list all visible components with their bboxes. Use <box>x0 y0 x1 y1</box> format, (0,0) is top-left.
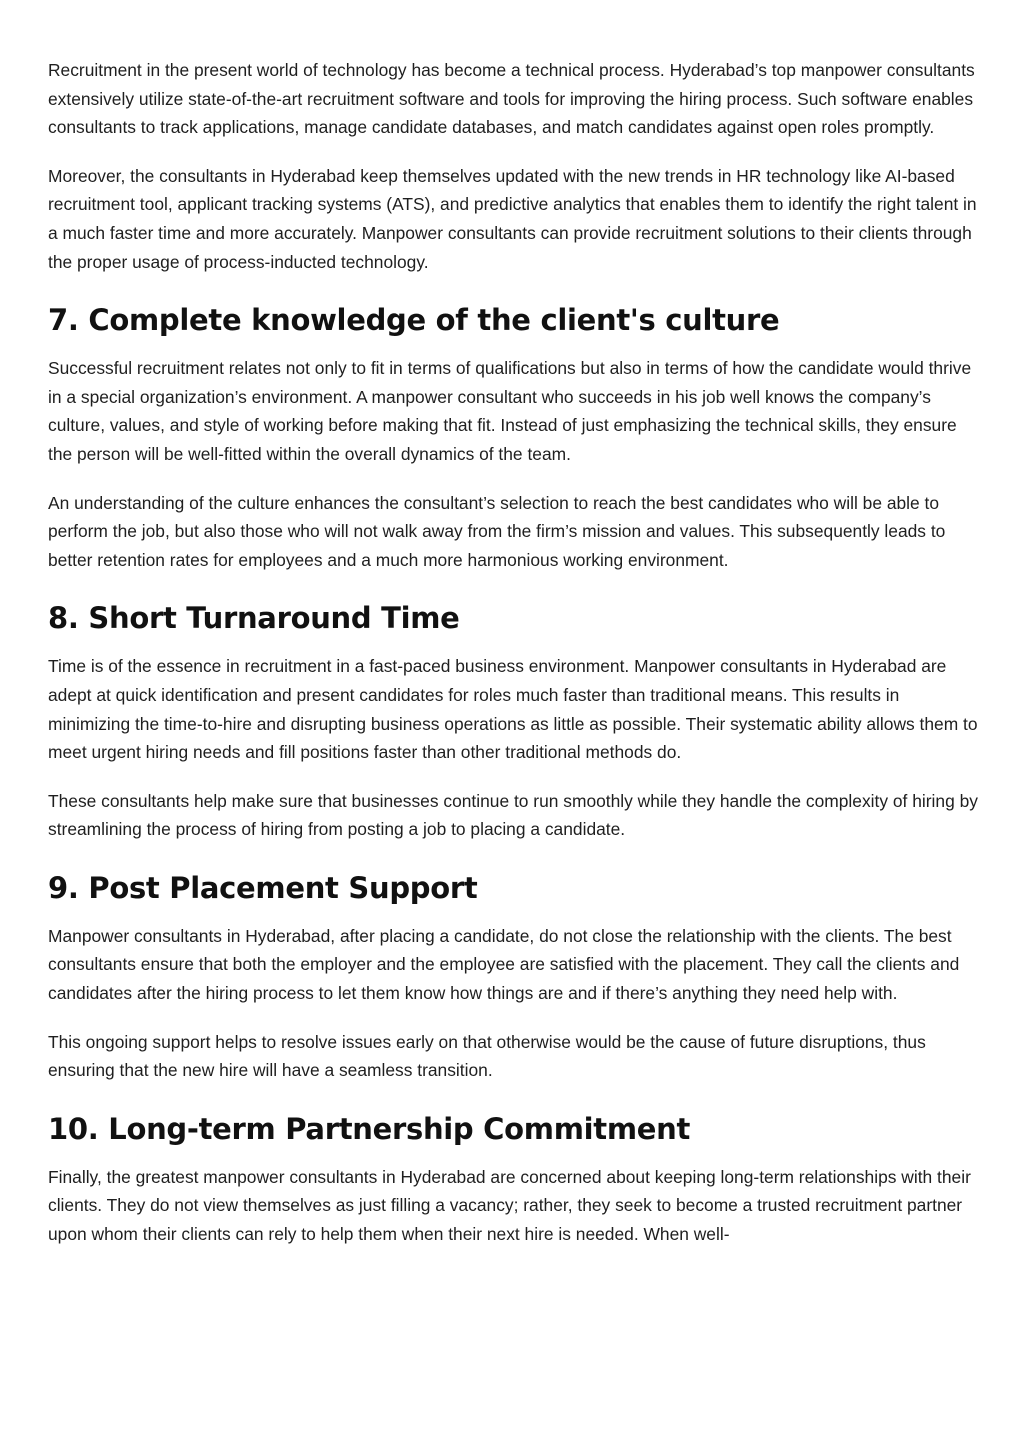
paragraph-post-placement-2: This ongoing support helps to resolve issues early on that otherwise would be the cause of future disruptions, thus ensuring that the new hire will have a seamless transition. <box>48 1031 926 1081</box>
paragraph-technology-2: Moreover, the consultants in Hyderabad keep themselves updated with the new trends in HR technology like AI-based recruitment tool, applicant tracking systems (ATS), and predictive analytics that enables them to identify the right talent in a much faster time and more accurately. Manpower consultants can provide recruitment solutions to their clients through the proper usage of process-inducted technology. <box>48 165 977 272</box>
paragraph-turnaround-2: These consultants help make sure that businesses continue to run smoothly while they handle the complexity of hiring by streamlining the process of hiring from posting a job to placing a candidate. <box>48 790 978 840</box>
heading-post-placement: 9. Post Placement Support <box>48 870 478 905</box>
heading-long-term-partnership: 10. Long-term Partnership Commitment <box>48 1111 691 1146</box>
paragraph-turnaround-1: Time is of the essence in recruitment in a fast-paced business environment. Manpower consultants in Hyderabad are adept at quick identification and present candidates for roles much faster than traditional means. This results in minimizing the time-to-hire and disrupting business operations as little as possible. Their systematic ability allows them to meet urgent hiring needs and fill positions faster than other traditional methods do. <box>48 656 978 763</box>
paragraph-culture-1: Successful recruitment relates not only to fit in terms of qualifications but also in terms of how the candidate would thrive in a special organization’s environment. A manpower consultant who succeeds in his job well knows the company’s culture, values, and style of working before making that fit. Instead of just emphasizing the technical skills, they ensure the person will be well-fitted within the overall dynamics of the team. <box>48 358 972 464</box>
paragraph-post-placement-1: Manpower consultants in Hyderabad, after placing a candidate, do not close the relationship with the clients. The best consultants ensure that both the employer and the employee are satisfied with the placement. They call the clients and candidates after the hiring process to let them know how things are and if there’s anything they need help with. <box>48 925 960 1004</box>
paragraph-culture-2: An understanding of the culture enhances the consultant’s selection to reach the best candidates who will be able to perform the job, but also those who will not walk away from the firm’s mission and values. This subsequently leads to better retention rates for employees and a much more harmonious working environment. <box>48 492 946 570</box>
paragraph-partnership-1: Finally, the greatest manpower consultants in Hyderabad are concerned about keeping long-term relationships with their clients. They do not view themselves as just filling a vacancy; rather, they seek to become a trusted recruitment partner upon whom their clients can rely to help them when their next hire is needed. When well- <box>48 1166 971 1245</box>
heading-client-culture: 7. Complete knowledge of the client's culture <box>48 303 780 338</box>
document-page <box>48 56 980 1269</box>
heading-turnaround-time: 8. Short Turnaround Time <box>48 601 460 636</box>
paragraph-technology-1: Recruitment in the present world of technology has become a technical process. Hyderabad’s top manpower consultants extensively utilize state-of-the-art recruitment software and tools for improving the hiring process. Such software enables consultants to track applications, manage candidate databases, and match candidates against open roles promptly. <box>48 60 975 138</box>
